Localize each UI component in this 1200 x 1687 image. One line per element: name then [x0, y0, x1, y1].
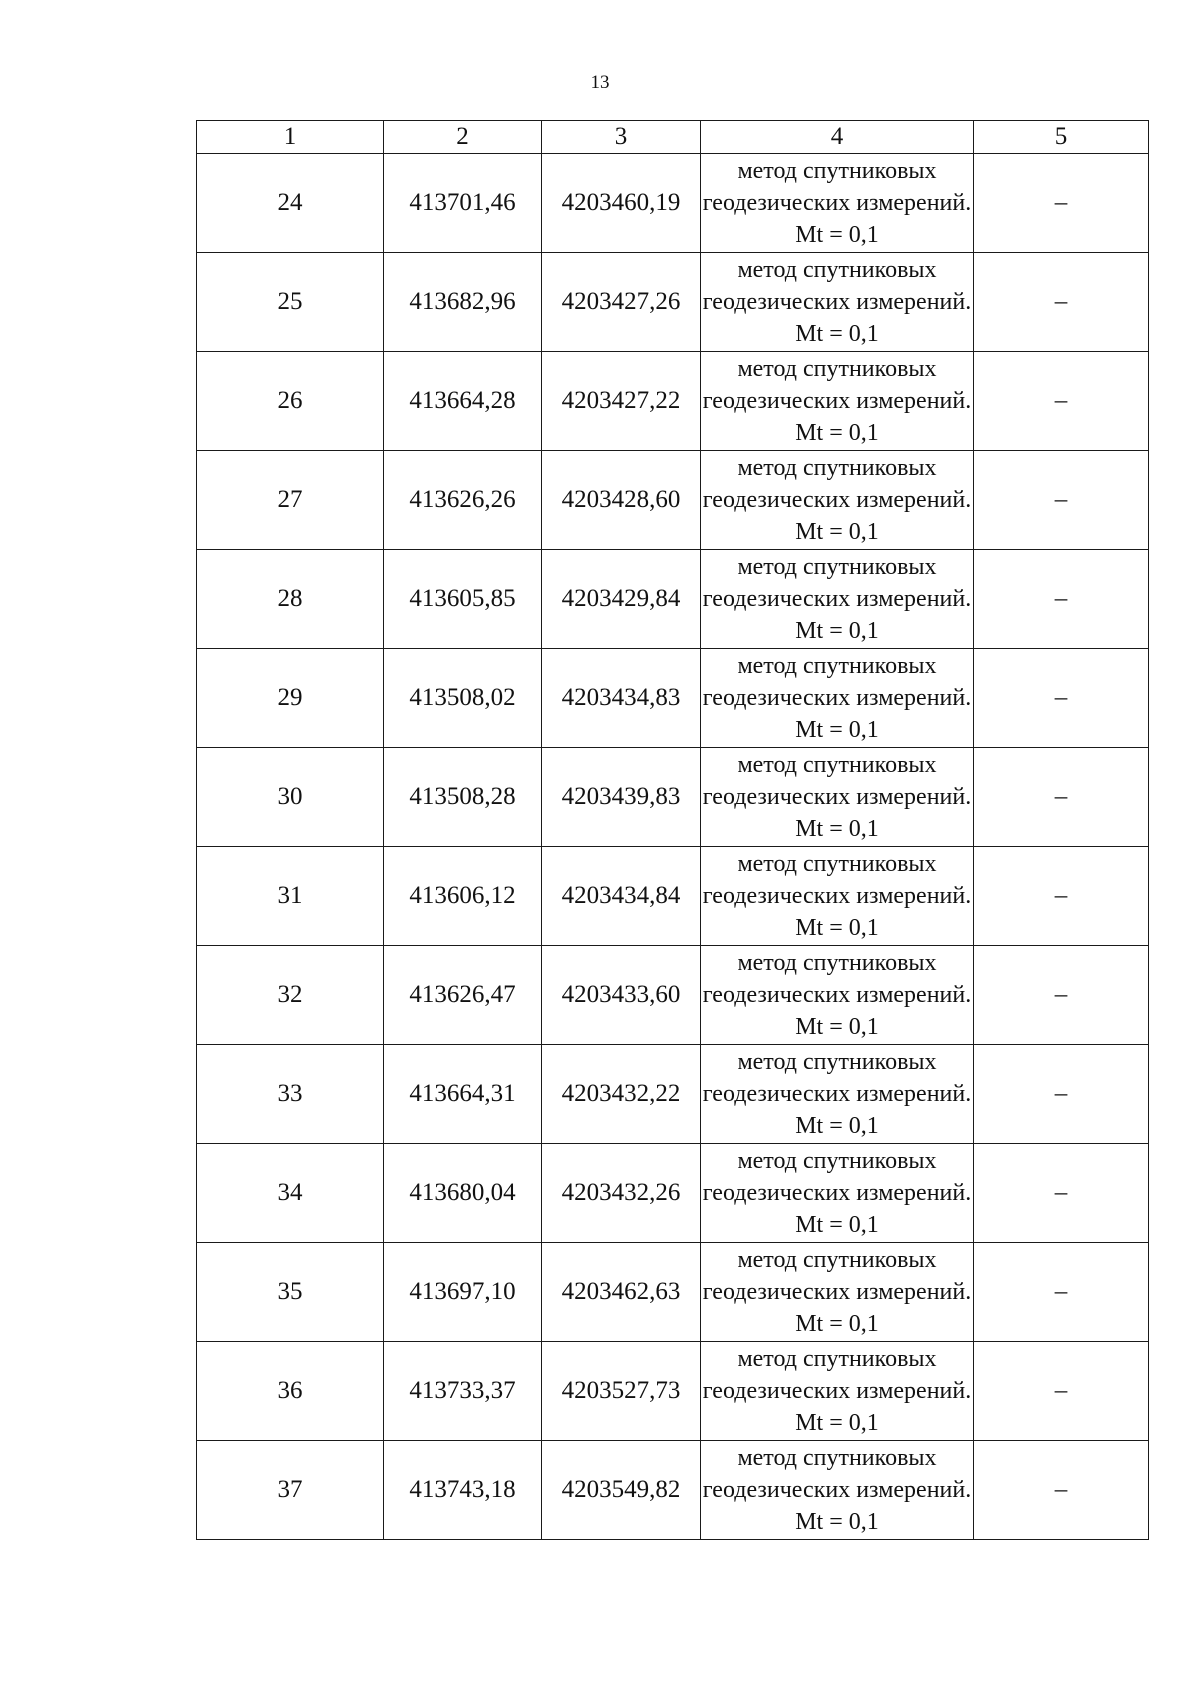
method-cell: метод спутниковых геодезических измерений. Mt = 0,1: [701, 253, 974, 352]
note-cell: –: [974, 1045, 1149, 1144]
point-number-cell: 24: [197, 154, 384, 253]
point-number-cell: 25: [197, 253, 384, 352]
header-col-4: 4: [701, 121, 974, 154]
table-row: [197, 154, 1149, 253]
x-coordinate-cell: 413508,02: [384, 649, 542, 748]
method-cell: метод спутниковых геодезических измерений. Mt = 0,1: [701, 352, 974, 451]
point-number-cell: 32: [197, 946, 384, 1045]
y-coordinate-cell: 4203549,82: [542, 1441, 701, 1540]
table-row: [197, 946, 1149, 1045]
x-coordinate-cell: 413626,47: [384, 946, 542, 1045]
note-cell: –: [974, 946, 1149, 1045]
y-coordinate-cell: 4203427,22: [542, 352, 701, 451]
table-row: [197, 1441, 1149, 1540]
method-cell: метод спутниковых геодезических измерений. Mt = 0,1: [701, 1045, 974, 1144]
x-coordinate-cell: 413682,96: [384, 253, 542, 352]
table-row: [197, 253, 1149, 352]
point-number-cell: 30: [197, 748, 384, 847]
point-number-cell: 35: [197, 1243, 384, 1342]
method-cell: метод спутниковых геодезических измерений. Mt = 0,1: [701, 1144, 974, 1243]
y-coordinate-cell: 4203433,60: [542, 946, 701, 1045]
x-coordinate-cell: 413664,28: [384, 352, 542, 451]
note-cell: –: [974, 748, 1149, 847]
method-cell: метод спутниковых геодезических измерений. Mt = 0,1: [701, 1441, 974, 1540]
note-cell: –: [974, 451, 1149, 550]
table-row: [197, 352, 1149, 451]
note-cell: –: [974, 550, 1149, 649]
method-cell: метод спутниковых геодезических измерений. Mt = 0,1: [701, 1243, 974, 1342]
method-cell: метод спутниковых геодезических измерений. Mt = 0,1: [701, 154, 974, 253]
x-coordinate-cell: 413680,04: [384, 1144, 542, 1243]
y-coordinate-cell: 4203434,83: [542, 649, 701, 748]
note-cell: –: [974, 1243, 1149, 1342]
y-coordinate-cell: 4203434,84: [542, 847, 701, 946]
note-cell: –: [974, 847, 1149, 946]
point-number-cell: 27: [197, 451, 384, 550]
header-row: [197, 121, 1149, 154]
table-row: [197, 847, 1149, 946]
note-cell: –: [974, 1342, 1149, 1441]
method-cell: метод спутниковых геодезических измерений. Mt = 0,1: [701, 946, 974, 1045]
table-row: [197, 1243, 1149, 1342]
point-number-cell: 29: [197, 649, 384, 748]
x-coordinate-cell: 413743,18: [384, 1441, 542, 1540]
point-number-cell: 34: [197, 1144, 384, 1243]
x-coordinate-cell: 413606,12: [384, 847, 542, 946]
table-row: [197, 550, 1149, 649]
table-body: [197, 154, 1149, 1540]
table-row: [197, 1045, 1149, 1144]
note-cell: –: [974, 1441, 1149, 1540]
note-cell: –: [974, 253, 1149, 352]
x-coordinate-cell: 413508,28: [384, 748, 542, 847]
x-coordinate-cell: 413701,46: [384, 154, 542, 253]
point-number-cell: 33: [197, 1045, 384, 1144]
x-coordinate-cell: 413664,31: [384, 1045, 542, 1144]
y-coordinate-cell: 4203439,83: [542, 748, 701, 847]
note-cell: –: [974, 352, 1149, 451]
table-row: [197, 1144, 1149, 1243]
x-coordinate-cell: 413733,37: [384, 1342, 542, 1441]
table-row: [197, 748, 1149, 847]
point-number-cell: 36: [197, 1342, 384, 1441]
point-number-cell: 26: [197, 352, 384, 451]
method-cell: метод спутниковых геодезических измерений. Mt = 0,1: [701, 748, 974, 847]
y-coordinate-cell: 4203429,84: [542, 550, 701, 649]
note-cell: –: [974, 1144, 1149, 1243]
y-coordinate-cell: 4203460,19: [542, 154, 701, 253]
y-coordinate-cell: 4203432,22: [542, 1045, 701, 1144]
header-col-5: 5: [974, 121, 1149, 154]
note-cell: –: [974, 649, 1149, 748]
y-coordinate-cell: 4203427,26: [542, 253, 701, 352]
y-coordinate-cell: 4203428,60: [542, 451, 701, 550]
header-col-3: 3: [542, 121, 701, 154]
header-col-2: 2: [384, 121, 542, 154]
method-cell: метод спутниковых геодезических измерений. Mt = 0,1: [701, 451, 974, 550]
point-number-cell: 28: [197, 550, 384, 649]
method-cell: метод спутниковых геодезических измерений. Mt = 0,1: [701, 649, 974, 748]
table-row: [197, 649, 1149, 748]
y-coordinate-cell: 4203432,26: [542, 1144, 701, 1243]
page-number: 13: [590, 72, 610, 93]
y-coordinate-cell: 4203527,73: [542, 1342, 701, 1441]
x-coordinate-cell: 413626,26: [384, 451, 542, 550]
y-coordinate-cell: 4203462,63: [542, 1243, 701, 1342]
x-coordinate-cell: 413605,85: [384, 550, 542, 649]
method-cell: метод спутниковых геодезических измерений. Mt = 0,1: [701, 847, 974, 946]
coordinates-table: [196, 120, 1149, 1540]
table-row: [197, 451, 1149, 550]
table-row: [197, 1342, 1149, 1441]
method-cell: метод спутниковых геодезических измерений. Mt = 0,1: [701, 550, 974, 649]
table-header: [197, 121, 1149, 154]
header-col-1: 1: [197, 121, 384, 154]
point-number-cell: 37: [197, 1441, 384, 1540]
method-cell: метод спутниковых геодезических измерений. Mt = 0,1: [701, 1342, 974, 1441]
point-number-cell: 31: [197, 847, 384, 946]
note-cell: –: [974, 154, 1149, 253]
x-coordinate-cell: 413697,10: [384, 1243, 542, 1342]
